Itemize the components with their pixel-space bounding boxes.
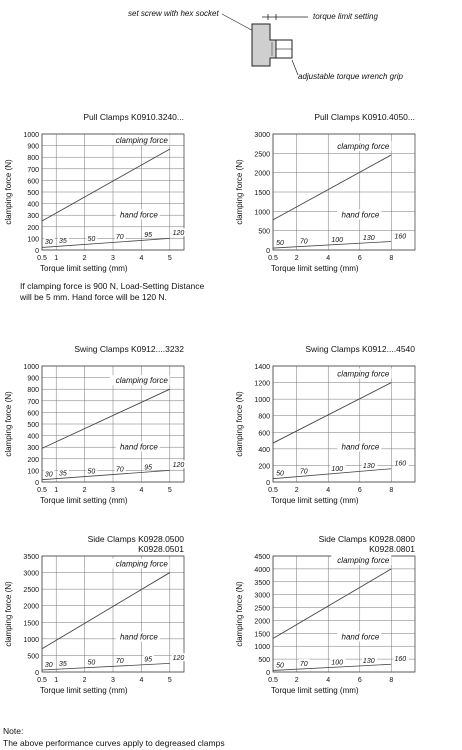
x-tick-label: 1 bbox=[54, 255, 59, 262]
hand-value-label: 70 bbox=[115, 466, 124, 474]
x-tick-label: 2 bbox=[294, 487, 299, 494]
y-tick-label: 1500 bbox=[254, 190, 270, 197]
y-tick-label: 800 bbox=[27, 155, 39, 163]
y-tick-label: 900 bbox=[27, 143, 39, 151]
y-tick-label: 800 bbox=[258, 413, 270, 421]
y-tick-label: 3000 bbox=[254, 132, 270, 139]
y-tick-label: 1000 bbox=[254, 644, 270, 652]
x-tick-label: 1 bbox=[54, 677, 59, 684]
grip-label: adjustable torque wrench grip bbox=[298, 72, 403, 81]
x-tick-label: 3 bbox=[111, 677, 115, 684]
x-tick-label: 0.5 bbox=[37, 677, 47, 684]
y-tick-label: 0 bbox=[266, 480, 270, 487]
x-tick-label: 5 bbox=[167, 677, 172, 684]
hand-value-label: 130 bbox=[362, 657, 375, 665]
swing-clamps-4540-chart bbox=[231, 340, 462, 510]
hand-value-label: 30 bbox=[44, 239, 53, 247]
pull-clamps-4050-chart bbox=[231, 108, 462, 278]
hand-value-label: 100 bbox=[331, 236, 344, 244]
clamping-force-label: clamping force bbox=[115, 559, 168, 569]
x-tick-label: 0.5 bbox=[268, 255, 278, 262]
footer-note-text: The above performance curves apply to degreased clamps bbox=[3, 738, 225, 748]
x-tick-label: 4 bbox=[139, 255, 144, 262]
y-axis-label: clamping force (N) bbox=[235, 159, 244, 225]
y-tick-label: 200 bbox=[27, 456, 39, 464]
footer-note-heading: Note: bbox=[3, 726, 24, 736]
hand-value-label: 95 bbox=[144, 656, 153, 664]
x-tick-label: 8 bbox=[389, 255, 394, 262]
y-tick-label: 100 bbox=[27, 468, 39, 476]
hand-value-label: 120 bbox=[172, 230, 185, 238]
y-tick-label: 300 bbox=[27, 213, 39, 221]
y-tick-label: 400 bbox=[27, 433, 39, 441]
chart-title: Side Clamps K0928.0800 bbox=[318, 534, 415, 544]
chart-title-line2: K0928.0501 bbox=[138, 544, 184, 554]
x-tick-label: 5 bbox=[167, 487, 172, 494]
y-tick-label: 0 bbox=[35, 480, 39, 487]
hand-value-label: 50 bbox=[276, 239, 284, 247]
y-tick-label: 600 bbox=[27, 178, 39, 186]
y-tick-label: 900 bbox=[27, 375, 39, 383]
x-tick-label: 4 bbox=[326, 677, 331, 684]
y-tick-label: 1000 bbox=[23, 364, 39, 371]
y-tick-label: 3000 bbox=[23, 570, 39, 578]
pull-example-line2: will be 5 mm. Hand force will be 120 N. bbox=[20, 292, 167, 302]
x-tick-label: 6 bbox=[357, 487, 362, 494]
y-tick-label: 2000 bbox=[254, 170, 270, 178]
hand-force-label: hand force bbox=[341, 210, 380, 220]
y-tick-label: 700 bbox=[27, 166, 39, 174]
y-tick-label: 0 bbox=[35, 248, 39, 255]
y-tick-label: 0 bbox=[266, 670, 270, 677]
clamping-force-label: clamping force bbox=[337, 369, 390, 379]
clamping-force-label: clamping force bbox=[115, 136, 168, 146]
clamping-force-label: clamping force bbox=[337, 555, 390, 565]
x-tick-label: 1 bbox=[54, 487, 59, 494]
hand-value-label: 130 bbox=[362, 235, 375, 243]
hand-value-label: 120 bbox=[172, 655, 185, 663]
y-tick-label: 600 bbox=[258, 430, 270, 438]
chart-title: Pull Clamps K0910.3240... bbox=[83, 112, 184, 122]
x-tick-label: 4 bbox=[326, 255, 331, 262]
grip-body bbox=[252, 24, 276, 66]
x-axis-label: Torque limit setting (mm) bbox=[40, 686, 128, 695]
y-tick-label: 1500 bbox=[23, 620, 39, 628]
chart-title-line2: K0928.0801 bbox=[369, 544, 415, 554]
hand-value-label: 100 bbox=[331, 659, 344, 667]
y-tick-label: 2500 bbox=[254, 605, 270, 613]
y-tick-label: 1000 bbox=[254, 397, 270, 405]
y-tick-label: 3000 bbox=[254, 592, 270, 600]
y-axis-label: clamping force (N) bbox=[4, 159, 13, 225]
x-tick-label: 2 bbox=[82, 677, 87, 684]
hand-value-label: 35 bbox=[59, 470, 67, 478]
x-axis-label: Torque limit setting (mm) bbox=[40, 496, 128, 505]
x-tick-label: 6 bbox=[357, 255, 362, 262]
y-tick-label: 600 bbox=[27, 410, 39, 418]
hand-value-label: 95 bbox=[144, 232, 153, 240]
y-axis-label: clamping force (N) bbox=[235, 391, 244, 457]
pull-clamps-3240-chart bbox=[0, 108, 231, 278]
y-tick-label: 2500 bbox=[23, 587, 39, 595]
x-axis-label: Torque limit setting (mm) bbox=[271, 686, 359, 695]
side-clamps-0800-chart bbox=[231, 530, 462, 700]
hand-force-label: hand force bbox=[341, 442, 380, 452]
hand-value-label: 70 bbox=[299, 661, 308, 669]
y-tick-label: 1000 bbox=[23, 636, 39, 644]
hand-value-label: 50 bbox=[276, 662, 284, 670]
y-tick-label: 2500 bbox=[254, 151, 270, 159]
y-tick-label: 200 bbox=[258, 463, 270, 471]
y-axis-label: clamping force (N) bbox=[235, 581, 244, 647]
y-tick-label: 2000 bbox=[254, 618, 270, 626]
chart-title: Side Clamps K0928.0500 bbox=[87, 534, 184, 544]
hand-value-label: 30 bbox=[44, 661, 53, 669]
pull-example-line1: If clamping force is 900 N, Load-Setting Distance bbox=[20, 281, 205, 291]
y-tick-label: 500 bbox=[27, 190, 39, 197]
y-tick-label: 500 bbox=[27, 653, 39, 661]
hand-value-label: 100 bbox=[331, 465, 344, 473]
x-axis-label: Torque limit setting (mm) bbox=[40, 264, 128, 273]
x-axis-label: Torque limit setting (mm) bbox=[271, 264, 359, 273]
hand-force-label: hand force bbox=[119, 632, 158, 642]
hand-value-label: 130 bbox=[362, 463, 375, 471]
x-axis-label: Torque limit setting (mm) bbox=[271, 496, 359, 505]
y-tick-label: 100 bbox=[27, 236, 39, 244]
hand-value-label: 50 bbox=[276, 470, 284, 478]
y-tick-label: 400 bbox=[27, 201, 39, 209]
y-tick-label: 300 bbox=[27, 445, 39, 453]
clamping-force-line bbox=[273, 383, 391, 443]
y-tick-label: 400 bbox=[258, 446, 270, 454]
x-tick-label: 8 bbox=[389, 677, 394, 684]
chart-title: Swing Clamps K0912....4540 bbox=[305, 344, 415, 354]
x-tick-label: 2 bbox=[294, 677, 299, 684]
hand-value-label: 120 bbox=[172, 462, 185, 470]
x-tick-label: 2 bbox=[294, 255, 299, 262]
chart-title: Swing Clamps K0912....3232 bbox=[74, 344, 184, 354]
y-tick-label: 3500 bbox=[254, 579, 270, 587]
y-tick-label: 0 bbox=[266, 248, 270, 255]
x-tick-label: 0.5 bbox=[268, 677, 278, 684]
y-tick-label: 0 bbox=[35, 670, 39, 677]
hand-value-label: 35 bbox=[59, 238, 67, 246]
y-tick-label: 2000 bbox=[23, 603, 39, 611]
clamping-force-label: clamping force bbox=[115, 376, 168, 386]
y-tick-label: 500 bbox=[258, 228, 270, 236]
x-tick-label: 8 bbox=[389, 487, 394, 494]
y-tick-label: 1000 bbox=[254, 209, 270, 217]
x-tick-label: 4 bbox=[326, 487, 331, 494]
hand-value-label: 50 bbox=[87, 659, 96, 667]
y-tick-label: 3500 bbox=[23, 554, 39, 561]
hand-value-label: 95 bbox=[144, 464, 153, 472]
set-screw-icon bbox=[222, 14, 308, 75]
y-axis-label: clamping force (N) bbox=[4, 581, 13, 647]
hand-value-label: 160 bbox=[394, 656, 407, 664]
x-tick-label: 0.5 bbox=[37, 255, 47, 262]
hand-value-label: 50 bbox=[87, 468, 96, 476]
x-tick-label: 4 bbox=[139, 677, 144, 684]
y-axis-label: clamping force (N) bbox=[4, 391, 13, 457]
clamping-force-line bbox=[42, 389, 170, 448]
hand-value-label: 70 bbox=[299, 238, 308, 246]
y-tick-label: 1200 bbox=[254, 380, 270, 388]
hand-value-label: 70 bbox=[115, 658, 124, 666]
hand-force-label: hand force bbox=[119, 442, 158, 452]
y-tick-label: 1500 bbox=[254, 631, 270, 639]
y-tick-label: 200 bbox=[27, 224, 39, 232]
y-tick-label: 500 bbox=[258, 657, 270, 665]
torque-limit-label: torque limit setting bbox=[313, 12, 378, 21]
hand-value-label: 160 bbox=[394, 460, 407, 468]
hand-force-label: hand force bbox=[119, 210, 158, 220]
y-tick-label: 500 bbox=[27, 422, 39, 429]
x-tick-label: 6 bbox=[357, 677, 362, 684]
x-tick-label: 4 bbox=[139, 487, 144, 494]
x-tick-label: 0.5 bbox=[37, 487, 47, 494]
x-tick-label: 2 bbox=[82, 487, 87, 494]
hand-value-label: 70 bbox=[299, 468, 308, 476]
hand-value-label: 30 bbox=[44, 471, 53, 479]
x-tick-label: 0.5 bbox=[268, 487, 278, 494]
x-tick-label: 3 bbox=[111, 255, 115, 262]
hand-value-label: 35 bbox=[59, 661, 67, 669]
side-clamps-0500-chart bbox=[0, 530, 231, 700]
y-tick-label: 700 bbox=[27, 398, 39, 406]
hand-value-label: 50 bbox=[87, 236, 96, 244]
y-tick-label: 800 bbox=[27, 387, 39, 395]
y-tick-label: 1400 bbox=[254, 364, 270, 371]
hand-value-label: 160 bbox=[394, 233, 407, 241]
x-tick-label: 5 bbox=[167, 255, 172, 262]
swing-clamps-3232-chart bbox=[0, 340, 231, 510]
hand-force-label: hand force bbox=[341, 632, 380, 642]
y-tick-label: 4000 bbox=[254, 566, 270, 574]
y-tick-label: 4500 bbox=[254, 554, 270, 561]
chart-title: Pull Clamps K0910.4050... bbox=[314, 112, 415, 122]
y-tick-label: 1000 bbox=[23, 132, 39, 139]
clamping-force-label: clamping force bbox=[337, 141, 390, 151]
hand-value-label: 70 bbox=[115, 234, 124, 242]
clamping-force-line bbox=[273, 569, 391, 639]
x-tick-label: 3 bbox=[111, 487, 115, 494]
set-screw-label: set screw with hex socket bbox=[128, 9, 219, 18]
x-tick-label: 2 bbox=[82, 255, 87, 262]
